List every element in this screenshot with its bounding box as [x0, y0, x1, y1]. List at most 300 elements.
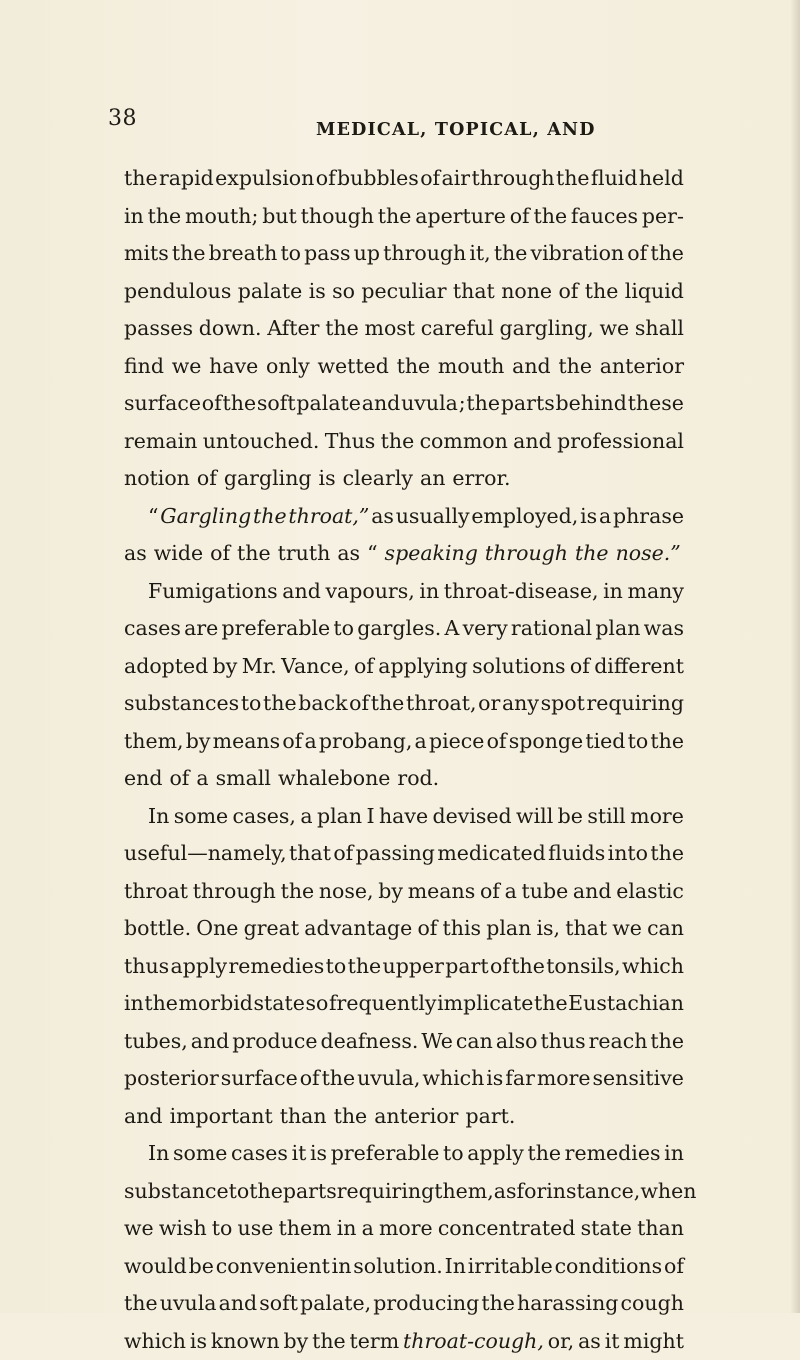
word: the [481, 1285, 515, 1323]
word: the [124, 1285, 158, 1323]
word: through [485, 535, 568, 573]
word: the [322, 1060, 356, 1098]
word: to [229, 1173, 250, 1211]
word: it, [469, 235, 490, 273]
word: would [124, 1248, 187, 1286]
word: Eustachian [568, 985, 684, 1023]
word: Fumigations [148, 573, 278, 611]
word: wish [159, 1210, 207, 1248]
word: is [580, 498, 597, 536]
word: of [316, 160, 336, 198]
word: so [332, 273, 355, 311]
word: fauces [571, 198, 638, 236]
word: of [282, 723, 302, 761]
word: thus [540, 1023, 585, 1061]
text-line [124, 610, 684, 648]
word: implicate [437, 985, 533, 1023]
word: as [578, 1323, 601, 1360]
word: sensitive [592, 1060, 683, 1098]
word: mouth [438, 348, 504, 386]
word: Vance, [281, 648, 349, 686]
word: far [505, 1060, 535, 1098]
word: of [169, 760, 189, 798]
word: only [266, 348, 310, 386]
word: a [362, 1210, 374, 1248]
word: some [173, 1135, 227, 1173]
word: also [496, 1023, 538, 1061]
word: and [124, 1098, 163, 1136]
word: of [354, 648, 374, 686]
word: term [350, 1323, 400, 1360]
word: “ [148, 498, 158, 536]
word: throat-cough, [403, 1323, 544, 1360]
word: apply [467, 1135, 524, 1173]
word: anterior [600, 348, 684, 386]
word: bubbles [337, 160, 419, 198]
word: part [445, 948, 488, 986]
word: fluid [591, 160, 638, 198]
word: use [238, 1210, 274, 1248]
word: elastic [616, 873, 684, 911]
word: and [282, 573, 321, 611]
word: but [262, 198, 297, 236]
word: are [184, 610, 218, 648]
word: professional [557, 423, 684, 461]
word: than [637, 1210, 684, 1248]
word: which [422, 1060, 484, 1098]
word: posterior [124, 1060, 219, 1098]
word: means [408, 873, 476, 911]
word: piece [429, 723, 484, 761]
word: as [494, 1173, 517, 1211]
text-line [124, 798, 684, 836]
word: In [148, 1135, 169, 1173]
word: pendulous [124, 273, 231, 311]
word: this [443, 910, 482, 948]
word: the [556, 160, 590, 198]
word: advantage [304, 910, 412, 948]
word: many [628, 573, 684, 611]
word: important [170, 1098, 273, 1136]
word: of [664, 1248, 684, 1286]
word: and [513, 423, 552, 461]
word: in [332, 1248, 352, 1286]
word: in [337, 1210, 357, 1248]
word: breath [209, 235, 278, 273]
word: the [144, 985, 178, 1023]
word: the [378, 198, 412, 236]
word: is [190, 1323, 207, 1360]
word: have [379, 798, 428, 836]
word: notion [124, 460, 190, 498]
word: tubes, [124, 1023, 188, 1061]
word: rational [511, 610, 592, 648]
word: soft [257, 385, 296, 423]
word: thus [124, 948, 169, 986]
word: though [301, 198, 374, 236]
word: up [354, 235, 380, 273]
word: produce [232, 1023, 317, 1061]
text-line [124, 385, 684, 423]
word: medicated [437, 835, 545, 873]
word: state [254, 985, 305, 1023]
word: them, [124, 723, 184, 761]
word: most [365, 310, 416, 348]
word: different [594, 648, 684, 686]
word: the [558, 348, 592, 386]
word: apply [171, 948, 228, 986]
text-line [124, 1098, 684, 1136]
word: down. [199, 310, 262, 348]
word: was [644, 610, 684, 648]
word: which [124, 1323, 186, 1360]
word: irritable [468, 1248, 553, 1286]
word: of [627, 235, 647, 273]
word: uvula, [357, 1060, 420, 1098]
word: we [612, 910, 642, 948]
word: the [124, 160, 158, 198]
text-line [124, 310, 684, 348]
word: the [650, 835, 684, 873]
word: that [565, 910, 607, 948]
word: preferable [331, 1135, 440, 1173]
text-line [124, 723, 684, 761]
word: mouth; [185, 198, 258, 236]
word: In [148, 798, 169, 836]
word: nose, [319, 873, 374, 911]
word: the [585, 273, 619, 311]
word: palate [238, 273, 303, 311]
word: per- [642, 198, 684, 236]
word: passing [356, 835, 435, 873]
word: we [124, 1210, 154, 1248]
word: Mr. [242, 648, 277, 686]
word: gargles. [357, 610, 441, 648]
word: convenient [216, 1248, 330, 1286]
word: pass [304, 235, 350, 273]
text-line [124, 535, 684, 573]
word: morbid [179, 985, 253, 1023]
word: so [305, 985, 328, 1023]
word: producing [373, 1285, 479, 1323]
word: throat-disease, [444, 573, 599, 611]
word: wide [154, 535, 203, 573]
word: is [319, 460, 336, 498]
word: cases, [233, 798, 296, 836]
word: palate, [300, 1285, 371, 1323]
text-line [124, 1248, 684, 1286]
word: held [639, 160, 684, 198]
word: error. [452, 460, 510, 498]
word: the [575, 535, 609, 573]
word: frequently [329, 985, 437, 1023]
word: any [502, 685, 539, 723]
word: of [333, 835, 353, 873]
word: when [640, 1173, 696, 1211]
word: to [241, 685, 262, 723]
word: means [213, 723, 281, 761]
word: concentrated [438, 1210, 576, 1248]
word: After [267, 310, 319, 348]
text-line [124, 1023, 684, 1061]
word: we [172, 348, 202, 386]
word: the [172, 235, 206, 273]
word: parts [501, 385, 555, 423]
text-line [124, 760, 684, 798]
word: of [300, 1060, 320, 1098]
word: than [280, 1098, 327, 1136]
word: requiring [586, 685, 684, 723]
word: the [650, 723, 684, 761]
word: remedies [228, 948, 324, 986]
word: harassing [517, 1285, 618, 1323]
word: bottle. [124, 910, 191, 948]
word: of [570, 648, 590, 686]
word: it [605, 1323, 620, 1360]
word: useful—namely, [124, 835, 287, 873]
word: the [237, 535, 271, 573]
word: to [326, 948, 347, 986]
page-header [124, 106, 684, 140]
word: part. [465, 1098, 515, 1136]
word: is, [536, 910, 560, 948]
word: and [512, 348, 551, 386]
word: a [599, 498, 611, 536]
word: will [516, 798, 553, 836]
word: surface [124, 385, 201, 423]
text-line [124, 1285, 684, 1323]
word: throat [124, 873, 188, 911]
word: palate [296, 385, 361, 423]
word: some [174, 798, 228, 836]
word: expulsion [215, 160, 314, 198]
text-line [124, 985, 684, 1023]
word: find [124, 348, 164, 386]
word: the [511, 948, 545, 986]
page-edge-shadow [790, 0, 800, 1313]
word: into [608, 835, 648, 873]
word: requiring [337, 1173, 435, 1211]
word: an [420, 460, 445, 498]
word: speaking [385, 535, 478, 573]
word: can [647, 910, 684, 948]
word: In [445, 1248, 466, 1286]
word: a [415, 723, 427, 761]
word: Gargling [160, 498, 251, 536]
word: of [202, 385, 222, 423]
word: as [371, 498, 394, 536]
word: untouched. [203, 423, 320, 461]
word: none [501, 273, 552, 311]
word: small [216, 760, 271, 798]
word: a [505, 873, 517, 911]
word: of [510, 198, 530, 236]
word: cough [621, 1285, 684, 1323]
word: the [249, 1173, 283, 1211]
word: the [281, 873, 315, 911]
word: anterior [374, 1098, 458, 1136]
word: very [463, 610, 508, 648]
word: gargling, [500, 310, 594, 348]
word: We [421, 1023, 453, 1061]
text-line [124, 273, 684, 311]
word: vibration [531, 235, 625, 273]
word: uvula [401, 385, 458, 423]
word: the [148, 198, 182, 236]
word: tonsils, [546, 948, 620, 986]
word: plan [486, 910, 531, 948]
word: for [517, 1173, 547, 1211]
word: vapours, [325, 573, 414, 611]
word: in [124, 198, 144, 236]
word: by [378, 873, 403, 911]
word: careful [421, 310, 494, 348]
word: I [366, 798, 374, 836]
word: probang, [319, 723, 412, 761]
word: through [471, 160, 554, 198]
word: rod. [397, 760, 439, 798]
word: more [537, 1060, 591, 1098]
word: uvula [160, 1285, 217, 1323]
word: the [253, 498, 287, 536]
word: by [213, 648, 238, 686]
text-line [124, 498, 684, 536]
word: of [487, 723, 507, 761]
word: a [300, 798, 312, 836]
word: in [124, 985, 144, 1023]
word: shall [635, 310, 684, 348]
word: as [337, 535, 360, 573]
word: and [219, 1285, 258, 1323]
word: surface [221, 1060, 298, 1098]
word: spot [541, 685, 585, 723]
word: the [397, 348, 431, 386]
text-line [124, 1323, 684, 1360]
running-head: MEDICAL, TOPICAL, AND [316, 120, 596, 140]
word: can [456, 1023, 493, 1061]
word: parts [283, 1173, 337, 1211]
word: more [379, 1210, 433, 1248]
word: that [289, 835, 331, 873]
text-line [124, 1173, 684, 1211]
word: them, [434, 1173, 494, 1211]
word: tied [585, 723, 625, 761]
word: to [333, 610, 354, 648]
word: clearly [343, 460, 413, 498]
word: fluids [548, 835, 605, 873]
word: is [309, 273, 326, 311]
word: in [603, 573, 623, 611]
word: the [650, 1023, 684, 1061]
word: remedies [565, 1135, 661, 1173]
text-line [124, 1060, 684, 1098]
word: preferable [222, 610, 331, 648]
word: the [325, 310, 359, 348]
word: tube [522, 873, 569, 911]
word: the [534, 198, 568, 236]
word: in [664, 1135, 684, 1173]
word: instance, [546, 1173, 640, 1211]
word: we [599, 310, 629, 348]
word: remain [124, 423, 197, 461]
text-line [124, 873, 684, 911]
word: have [209, 348, 258, 386]
word: of [197, 460, 217, 498]
word: the [494, 235, 528, 273]
word: common [420, 423, 508, 461]
word: end [124, 760, 162, 798]
text-line [124, 1210, 684, 1248]
word: the [371, 685, 405, 723]
text-line [124, 423, 684, 461]
word: the [381, 423, 415, 461]
word: is [310, 1135, 327, 1173]
word: adopted [124, 648, 208, 686]
word: substances [124, 685, 239, 723]
word: Thus [325, 423, 376, 461]
word: to [628, 723, 649, 761]
word: One [196, 910, 238, 948]
word: of [480, 873, 500, 911]
word: rapid [159, 160, 214, 198]
word: the [263, 685, 297, 723]
word: passes [124, 310, 193, 348]
text-line [124, 1135, 684, 1173]
word: A [445, 610, 460, 648]
word: as [124, 535, 147, 573]
word: usually [396, 498, 470, 536]
word: cases [124, 610, 181, 648]
word: sponge [509, 723, 583, 761]
word: or, [548, 1323, 574, 1360]
word: liquid [625, 273, 684, 311]
word: “ [367, 535, 377, 573]
word: is [486, 1060, 503, 1098]
text-line [124, 348, 684, 386]
word: the [223, 385, 257, 423]
word: gargling [224, 460, 312, 498]
word: of [417, 910, 437, 948]
word: the [348, 948, 382, 986]
word: be [558, 798, 583, 836]
word: conditions [555, 1248, 663, 1286]
word: to [443, 1135, 464, 1173]
word: substance [124, 1173, 229, 1211]
word: the [312, 1323, 346, 1360]
word: of [420, 160, 440, 198]
word: great [244, 910, 300, 948]
word: deafness. [320, 1023, 418, 1061]
word: of [349, 685, 369, 723]
word: plan [317, 798, 362, 836]
word: the [650, 235, 684, 273]
word: and [191, 1023, 230, 1061]
word: state [581, 1210, 632, 1248]
word: reach [589, 1023, 648, 1061]
word: these [628, 385, 684, 423]
text-line [124, 573, 684, 611]
word: by [283, 1323, 308, 1360]
word: of [490, 948, 510, 986]
word: aperture [415, 198, 506, 236]
word: ; [459, 385, 466, 423]
word: by [186, 723, 211, 761]
word: peculiar [361, 273, 446, 311]
word: throat,” [288, 498, 369, 536]
word: them [279, 1210, 332, 1248]
word: the [527, 1135, 561, 1173]
word: wetted [317, 348, 388, 386]
